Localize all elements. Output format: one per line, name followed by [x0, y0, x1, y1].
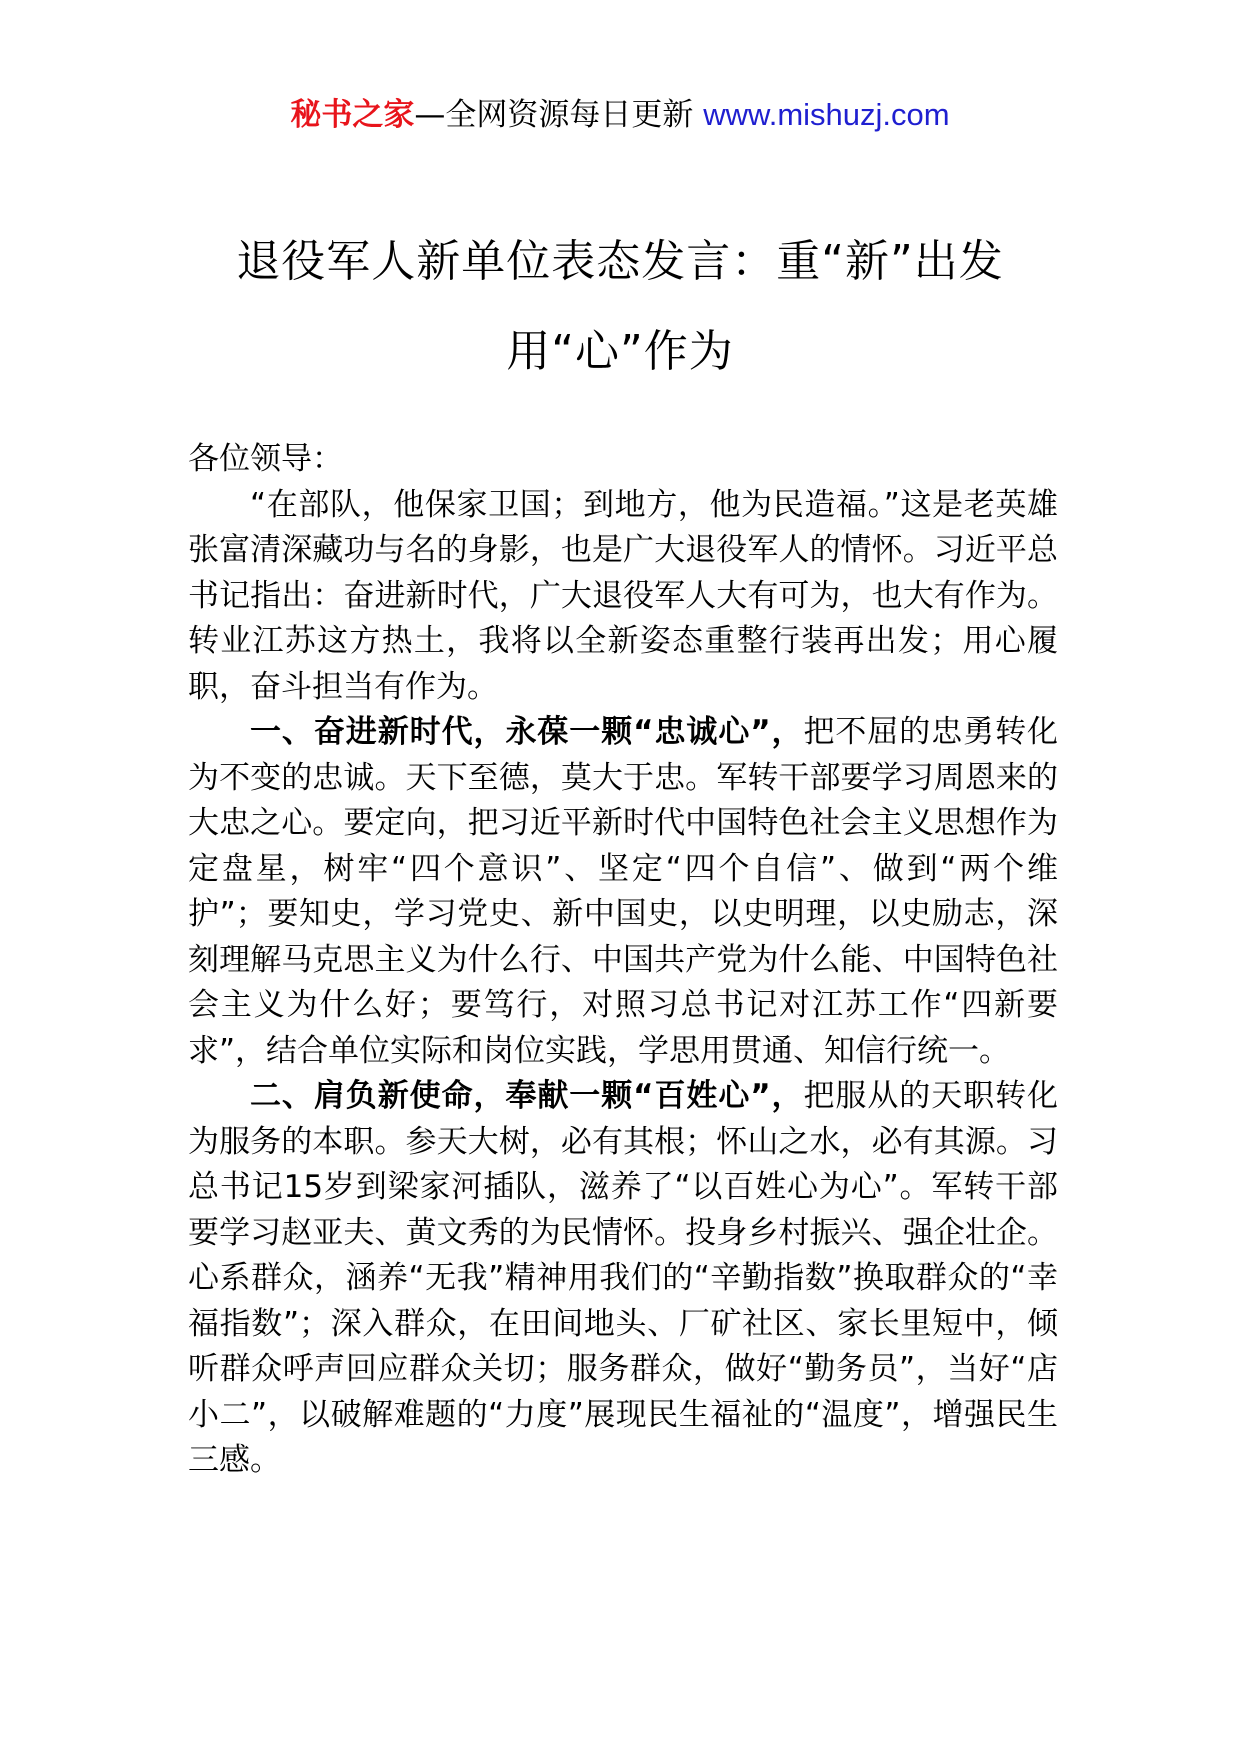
document-title-line-2: 用“心”作为	[506, 326, 734, 377]
document-title-line-1: 退役军人新单位表态发言：重“新”出发	[236, 236, 1004, 287]
section-2-body: 把服从的天职转化为服务的本职。参天大树，必有其根；怀山之水，必有其源。习总书记15岁到梁家河插队，滋养了“以百姓心为心”。军转干部要学习赵亚夫、黄文秀的为民情怀。投身乡村振兴、强企壮企。心系群众，涵养“无我”精神用我们的“辛勤指数”换取群众的“幸福指数”；深入群众，在田间地头、厂矿社区、家长里短中，倾听群众呼声回应群众关切；服务群众，做好“勤务员”，当好“店小二”，以破解难题的“力度”展现民生福祉的“温度”，增强民生三感。	[188, 1078, 1059, 1478]
salutation: 各位领导：	[188, 441, 343, 477]
document-body	[188, 437, 1058, 1484]
site-header	[0, 95, 1240, 135]
header-tagline: —全网资源每日更新	[414, 97, 704, 133]
section-1-body: 把不屈的忠勇转化为不变的忠诚。天下至德，莫大于忠。军转干部要学习周恩来的大忠之心。要定向，把习近平新时代中国特色社会主义思想作为定盘星，树牢“四个意识”、坚定“四个自信”、做到“两个维护”；要知史，学习党史、新中国史，以史明理，以史励志，深刻理解马克思主义为什么行、中国共产党为什么能、中国特色社会主义为什么好；要笃行，对照习总书记对江苏工作“四新要求”，结合单位实际和岗位实践，学思用贯通、知信行统一。	[188, 714, 1059, 1069]
paragraph-intro: “在部队，他保家卫国；到地方，他为民造福。”这是老英雄张富清深藏功与名的身影，也是广大退役军人的情怀。习近平总书记指出：奋进新时代，广大退役军人大有可为，也大有作为。转业江苏这方热土，我将以全新姿态重整行装再出发；用心履职，奋斗担当有作为。	[188, 486, 1058, 705]
section-2-heading: 二、肩负新使命，奉献一颗“百姓心”，	[250, 1078, 804, 1114]
paragraph-section-1	[188, 710, 1058, 1074]
brand-name: 秘书之家	[290, 97, 415, 133]
paragraph-section-2	[188, 1074, 1058, 1484]
section-1-heading: 一、奋进新时代，永葆一颗“忠诚心”，	[250, 714, 804, 750]
site-url-link[interactable]: www.mishuzj.com	[703, 97, 950, 132]
